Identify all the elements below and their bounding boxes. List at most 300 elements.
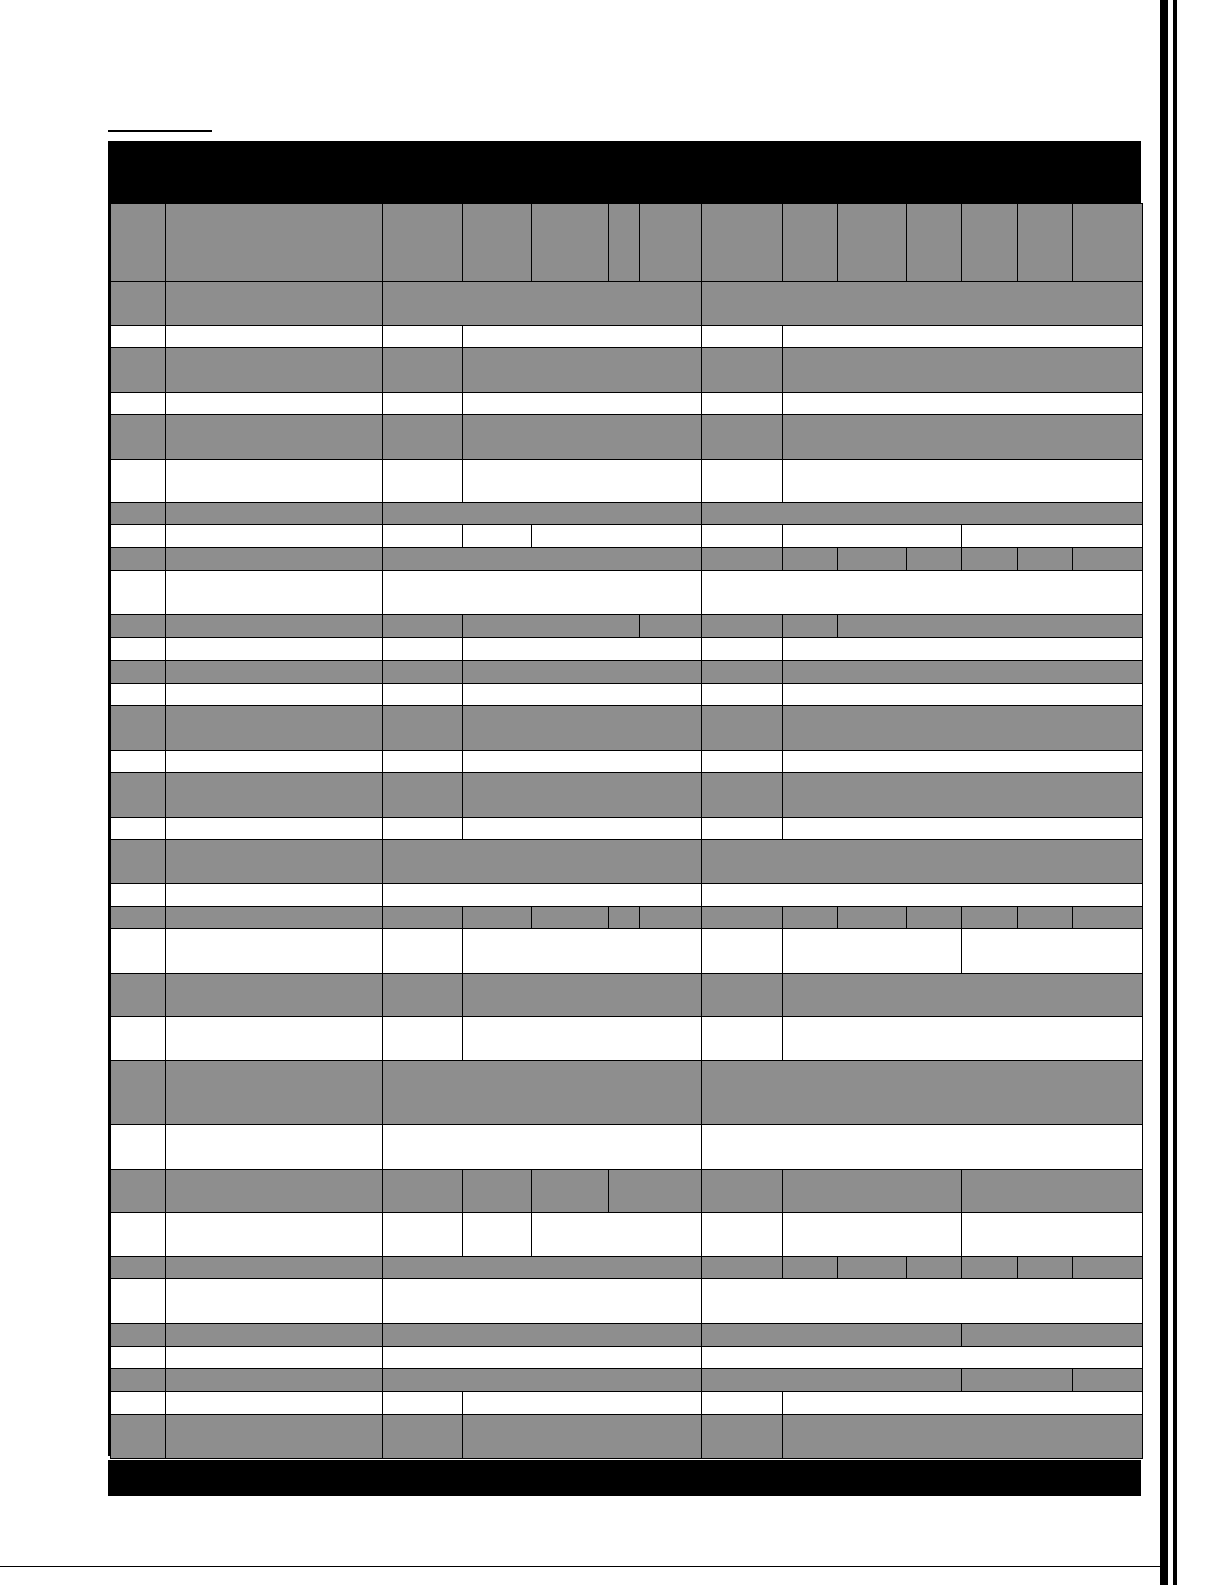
table-cell — [110, 1256, 166, 1279]
table-cell — [701, 906, 783, 929]
column-header-cell — [165, 203, 383, 282]
table-cell-text — [463, 1415, 701, 1419]
table-cell — [110, 392, 166, 415]
table-cell-text — [1018, 548, 1072, 552]
table-cell — [701, 705, 783, 751]
column-header-cell — [1017, 203, 1073, 282]
table-cell-text — [383, 1369, 701, 1373]
column-header-cell — [462, 203, 532, 282]
table-cell — [701, 1060, 1143, 1125]
table-cell-text — [702, 415, 782, 419]
table-cell-text — [111, 1061, 165, 1065]
table-cell — [382, 1060, 702, 1125]
table-cell-text — [111, 415, 165, 419]
table-cell-text — [166, 348, 382, 352]
table-cell-text — [783, 1415, 1142, 1419]
table-cell-text — [463, 1017, 701, 1021]
table-cell-text — [111, 706, 165, 710]
table-cell-text — [463, 1213, 531, 1217]
table-cell — [837, 1256, 907, 1279]
table-cell — [382, 1212, 463, 1257]
table-cell-text — [463, 907, 531, 911]
column-header-label — [1018, 204, 1072, 208]
table-cell-text — [166, 393, 382, 397]
table-cell-text — [166, 415, 382, 419]
table-cell — [382, 1414, 463, 1459]
table-cell-text — [783, 818, 1142, 822]
table-cell-text — [783, 525, 961, 529]
table-cell — [165, 1212, 383, 1257]
table-cell — [462, 660, 702, 684]
column-header-cell — [639, 203, 702, 282]
table-cell — [382, 614, 463, 638]
column-header-cell — [961, 203, 1018, 282]
column-header-label — [702, 204, 782, 208]
table-cell-text — [783, 929, 961, 933]
table-cell — [110, 637, 166, 661]
column-header-cell — [701, 203, 783, 282]
table-cell — [462, 683, 702, 706]
table-cell — [110, 1169, 166, 1213]
table-cell-text — [702, 1125, 1142, 1129]
column-header-label — [907, 204, 961, 208]
table-cell-text — [463, 1170, 531, 1174]
table-cell — [165, 502, 383, 525]
table-cell — [110, 660, 166, 684]
table-cell-text — [383, 393, 462, 397]
table-cell-text — [962, 525, 1142, 529]
table-cell-text — [907, 1257, 961, 1261]
table-cell — [165, 1256, 383, 1279]
table-cell — [382, 883, 702, 907]
table-cell-text — [383, 1324, 701, 1328]
table-cell — [782, 1414, 1143, 1459]
table-cell-text — [838, 1257, 906, 1261]
table-cell-text — [702, 1324, 961, 1328]
table-cell-text — [532, 907, 608, 911]
table-cell-text — [166, 1279, 382, 1283]
table-cell-text — [111, 884, 165, 888]
table-cell-text — [463, 525, 531, 529]
table-cell — [462, 750, 702, 773]
column-header-cell — [782, 203, 838, 282]
table-cell-text — [111, 326, 165, 330]
table-cell — [782, 347, 1143, 393]
table-cell-text — [783, 638, 1142, 642]
table-cell — [110, 839, 166, 884]
table-cell — [782, 817, 1143, 840]
table-cell-text — [463, 326, 701, 330]
table-cell — [782, 705, 1143, 751]
table-cell-text — [702, 503, 1142, 507]
table-cell-text — [640, 907, 701, 911]
table-cell — [961, 1169, 1143, 1213]
table-cell-text — [166, 1061, 382, 1065]
table-cell — [110, 281, 166, 326]
table-cell-text — [111, 393, 165, 397]
table-cell — [961, 524, 1143, 548]
table-cell — [165, 459, 383, 503]
table-cell — [110, 459, 166, 503]
column-header-label — [609, 204, 639, 208]
table-cell-text — [166, 1125, 382, 1129]
table-cell — [462, 928, 702, 974]
table-cell-text — [383, 1257, 701, 1261]
table-cell — [701, 683, 783, 706]
table-header-band — [108, 141, 1141, 202]
table-cell-text — [463, 974, 701, 978]
table-cell-text — [166, 615, 382, 619]
table-cell — [782, 750, 1143, 773]
table-cell-text — [166, 1257, 382, 1261]
table-cell — [961, 928, 1143, 974]
table-cell-text — [962, 1170, 1142, 1174]
table-cell — [701, 1391, 783, 1415]
table-cell — [906, 547, 962, 571]
table-cell-text — [702, 706, 782, 710]
table-cell — [110, 547, 166, 571]
table-cell — [382, 1278, 702, 1324]
table-cell-text — [166, 840, 382, 844]
table-cell-text — [111, 548, 165, 552]
table-cell — [165, 570, 383, 615]
table-cell — [382, 281, 702, 326]
table-cell-text — [783, 415, 1142, 419]
table-cell — [462, 614, 640, 638]
table-cell — [961, 1368, 1073, 1392]
table-cell-text — [166, 282, 382, 286]
table-cell-text — [783, 974, 1142, 978]
table-cell — [782, 928, 962, 974]
table-cell-text — [783, 1257, 837, 1261]
table-cell — [165, 392, 383, 415]
table-cell-text — [702, 548, 782, 552]
table-cell-text — [166, 503, 382, 507]
table-cell-text — [463, 393, 701, 397]
column-header-label — [640, 204, 701, 208]
table-cell-text — [702, 326, 782, 330]
table-cell-text — [838, 907, 906, 911]
table-cell — [608, 906, 640, 929]
table-cell — [110, 1278, 166, 1324]
table-cell — [165, 883, 383, 907]
table-cell — [110, 750, 166, 773]
table-cell — [462, 1212, 532, 1257]
column-header-label — [532, 204, 608, 208]
table-cell — [1017, 1256, 1073, 1279]
table-cell-text — [111, 1213, 165, 1217]
table-cell — [701, 772, 783, 818]
table-cell-text — [166, 1415, 382, 1419]
table-cell-text — [838, 615, 1142, 619]
table-cell-text — [166, 884, 382, 888]
table-cell — [110, 1124, 166, 1170]
table-cell — [382, 973, 463, 1017]
table-cell — [837, 614, 1143, 638]
table-cell-text — [702, 1415, 782, 1419]
table-cell-text — [111, 751, 165, 755]
table-cell — [165, 683, 383, 706]
table-cell — [165, 1323, 383, 1347]
table-cell — [701, 347, 783, 393]
table-cell — [462, 772, 702, 818]
table-cell-text — [111, 1324, 165, 1328]
table-cell-text — [166, 548, 382, 552]
table-cell — [701, 281, 1143, 326]
table-cell-text — [111, 773, 165, 777]
table-cell-text — [111, 661, 165, 665]
table-cell-text — [962, 1257, 1017, 1261]
table-cell-text — [111, 684, 165, 688]
table-cell-text — [383, 460, 462, 464]
table-cell-text — [702, 661, 782, 665]
table-cell-text — [783, 751, 1142, 755]
column-header-cell — [1072, 203, 1143, 282]
table-cell-text — [702, 1347, 1142, 1351]
table-cell-text — [383, 884, 701, 888]
table-cell-text — [532, 525, 701, 529]
table-cell-text — [166, 706, 382, 710]
table-cell — [382, 705, 463, 751]
table-cell — [782, 392, 1143, 415]
table-cell-text — [111, 525, 165, 529]
column-header-cell — [382, 203, 463, 282]
table-cell — [382, 392, 463, 415]
table-cell-text — [383, 684, 462, 688]
table-cell — [462, 705, 702, 751]
table-cell — [165, 1060, 383, 1125]
table-cell-text — [383, 1125, 701, 1129]
table-cell-text — [111, 460, 165, 464]
table-cell — [462, 906, 532, 929]
table-cell — [382, 928, 463, 974]
table-cell — [701, 1323, 962, 1347]
table-cell — [782, 660, 1143, 684]
table-cell-text — [166, 1170, 382, 1174]
table-cell — [782, 414, 1143, 460]
table-cell — [961, 1212, 1143, 1257]
table-cell — [382, 524, 463, 548]
table-cell — [110, 524, 166, 548]
table-cell — [462, 392, 702, 415]
table-cell-text — [463, 661, 701, 665]
table-cell — [701, 1016, 783, 1061]
table-cell — [110, 414, 166, 460]
table-cell-text — [111, 1369, 165, 1373]
table-cell — [165, 614, 383, 638]
table-cell-text — [962, 929, 1142, 933]
column-header-cell — [608, 203, 640, 282]
table-cell-text — [111, 348, 165, 352]
table-cell — [110, 973, 166, 1017]
table-cell — [1072, 547, 1143, 571]
table-cell-text — [383, 548, 701, 552]
table-cell — [165, 1016, 383, 1061]
table-cell — [462, 414, 702, 460]
table-cell — [110, 1016, 166, 1061]
table-cell-text — [962, 1324, 1142, 1328]
table-cell-text — [783, 615, 837, 619]
table-cell — [165, 750, 383, 773]
table-cell — [961, 906, 1018, 929]
table-cell — [382, 772, 463, 818]
table-cell-text — [111, 503, 165, 507]
table-footer-band — [108, 1460, 1141, 1496]
table-cell — [382, 547, 702, 571]
table-cell-text — [463, 706, 701, 710]
table-cell — [165, 414, 383, 460]
table-cell — [382, 839, 702, 884]
table-cell — [639, 906, 702, 929]
table-cell-text — [962, 1369, 1072, 1373]
table-cell-text — [907, 548, 961, 552]
table-cell-text — [111, 1392, 165, 1396]
table-cell-text — [383, 638, 462, 642]
table-cell-text — [383, 1017, 462, 1021]
table-cell-text — [783, 548, 837, 552]
table-cell — [165, 928, 383, 974]
table-cell-text — [166, 684, 382, 688]
table-cell-text — [111, 282, 165, 286]
table-cell-text — [383, 615, 462, 619]
table-cell — [531, 524, 702, 548]
table-cell — [165, 660, 383, 684]
table-cell — [110, 1414, 166, 1459]
table-cell-text — [166, 1347, 382, 1351]
table-cell-text — [111, 929, 165, 933]
table-cell — [701, 1124, 1143, 1170]
table-cell-text — [166, 571, 382, 575]
table-cell-text — [166, 1392, 382, 1396]
table-cell — [110, 772, 166, 818]
table-cell — [462, 1169, 532, 1213]
table-cell-text — [702, 1170, 782, 1174]
table-cell-text — [463, 684, 701, 688]
table-cell — [382, 683, 463, 706]
table-cell-text — [532, 1170, 608, 1174]
table-cell-text — [702, 929, 782, 933]
table-cell-text — [166, 1324, 382, 1328]
table-cell — [165, 524, 383, 548]
table-cell-text — [463, 929, 701, 933]
table-cell-text — [383, 974, 462, 978]
table-cell — [1017, 547, 1073, 571]
table-cell — [782, 637, 1143, 661]
page-bottom-rule — [0, 1566, 1160, 1567]
table-cell — [110, 325, 166, 348]
table-cell — [110, 928, 166, 974]
table-cell — [165, 1368, 383, 1392]
table-cell-text — [166, 638, 382, 642]
table-cell — [110, 705, 166, 751]
table-cell-text — [702, 884, 1142, 888]
table-cell-text — [463, 1392, 701, 1396]
table-cell — [639, 614, 702, 638]
table-cell — [462, 973, 702, 1017]
table-cell — [701, 502, 1143, 525]
table-cell-text — [166, 525, 382, 529]
table-cell-text — [111, 1257, 165, 1261]
table-cell-text — [962, 548, 1017, 552]
table-cell-text — [702, 393, 782, 397]
table-cell-text — [702, 615, 782, 619]
table-cell — [701, 524, 783, 548]
table-cell — [110, 906, 166, 929]
table-cell — [701, 1212, 783, 1257]
table-cell-text — [111, 1170, 165, 1174]
table-cell — [1072, 1368, 1143, 1392]
table-cell-text — [383, 1170, 462, 1174]
table-cell — [531, 1169, 609, 1213]
table-cell-text — [463, 415, 701, 419]
table-cell-text — [111, 1415, 165, 1419]
table-cell — [110, 502, 166, 525]
table-cell — [110, 1060, 166, 1125]
table-cell-text — [383, 751, 462, 755]
column-header-label — [111, 204, 165, 208]
table-cell-text — [783, 706, 1142, 710]
table-cell — [165, 817, 383, 840]
table-cell-text — [166, 751, 382, 755]
table-cell-text — [702, 1369, 961, 1373]
table-cell-text — [111, 1347, 165, 1351]
table-cell — [165, 347, 383, 393]
table-cell-text — [111, 615, 165, 619]
column-header-cell — [837, 203, 907, 282]
table-cell — [701, 570, 1143, 615]
table-cell-text — [111, 638, 165, 642]
table-cell-text — [702, 684, 782, 688]
table-cell — [837, 906, 907, 929]
table-cell — [701, 817, 783, 840]
table-cell — [110, 614, 166, 638]
table-cell — [701, 883, 1143, 907]
table-cell-text — [640, 615, 701, 619]
table-cell-text — [111, 1125, 165, 1129]
column-header-cell — [531, 203, 609, 282]
table-cell-text — [1073, 907, 1142, 911]
table-cell — [382, 347, 463, 393]
table-cell-text — [783, 661, 1142, 665]
table-cell-text — [783, 1392, 1142, 1396]
column-header-label — [962, 204, 1017, 208]
table-cell — [782, 1169, 962, 1213]
table-cell-text — [383, 907, 462, 911]
table-cell-text — [383, 525, 462, 529]
table-cell — [382, 660, 463, 684]
table-cell-text — [783, 684, 1142, 688]
table-cell — [462, 325, 702, 348]
table-cell — [382, 1391, 463, 1415]
table-cell — [165, 1346, 383, 1369]
table-cell — [110, 1346, 166, 1369]
table-cell-text — [166, 974, 382, 978]
table-cell — [701, 1414, 783, 1459]
column-header-label — [838, 204, 906, 208]
table-cell — [837, 547, 907, 571]
table-cell-text — [166, 1213, 382, 1217]
table-cell-text — [383, 571, 701, 575]
table-cell — [782, 906, 838, 929]
table-cell — [382, 750, 463, 773]
table-cell — [782, 459, 1143, 503]
table-cell-text — [111, 974, 165, 978]
table-cell-text — [702, 638, 782, 642]
table-cell — [382, 1169, 463, 1213]
table-cell — [382, 1256, 702, 1279]
table-cell — [701, 660, 783, 684]
table-cell-text — [1018, 907, 1072, 911]
